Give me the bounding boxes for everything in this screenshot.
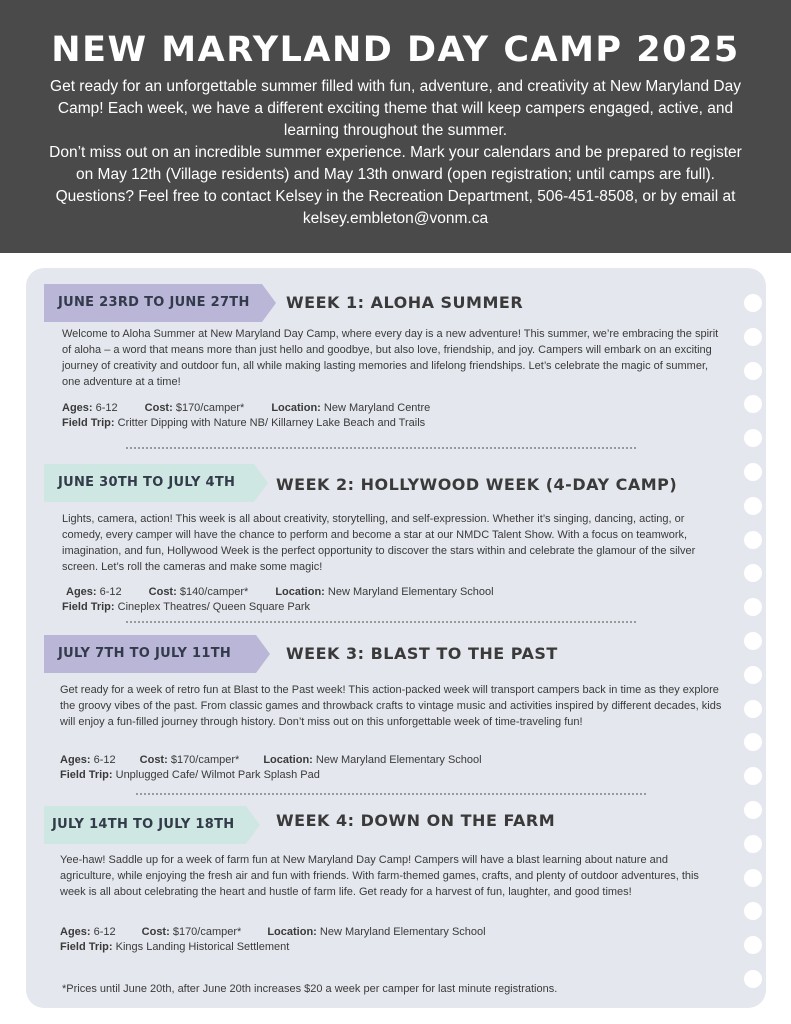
week-2-title: WEEK 2: HOLLYWOOD WEEK (4-DAY CAMP) xyxy=(276,475,678,494)
week-4-cost: $170/camper* xyxy=(172,926,242,938)
week-2-details xyxy=(66,585,494,600)
week-3-date-tag: JULY 7TH TO JULY 11TH xyxy=(44,635,256,673)
divider xyxy=(126,447,636,449)
week-3-ages: 6-12 xyxy=(93,754,116,766)
notebook-hole xyxy=(744,632,762,650)
week-4-ages: 6-12 xyxy=(93,926,116,938)
week-1-cost: $170/camper* xyxy=(175,402,245,414)
registration-paragraph: Don’t miss out on an incredible summer experience. Mark your calendars and be prepared to register on May 12th (Village residents) and May 13th onward (open registration; until camps are full). Questions? Feel free to contact Kelsey in the Recreation Department, 506-451-8508, or by email at kelsey.embleton@vonm.ca xyxy=(49,144,742,227)
ages-label: Ages: xyxy=(66,586,97,598)
cost-label: Cost: xyxy=(144,402,173,414)
notebook-hole xyxy=(744,531,762,549)
notebook-hole xyxy=(744,700,762,718)
week-4-location: New Maryland Elementary School xyxy=(319,926,486,938)
notebook-hole xyxy=(744,463,762,481)
ages-label: Ages: xyxy=(60,926,91,938)
cost-label: Cost: xyxy=(139,754,168,766)
notebook-hole xyxy=(744,328,762,346)
week-3-cost: $170/camper* xyxy=(170,754,240,766)
week-3-location: New Maryland Elementary School xyxy=(315,754,482,766)
page-title: NEW MARYLAND DAY CAMP 2025 xyxy=(51,30,740,70)
week-1-location: New Maryland Centre xyxy=(323,402,431,414)
week-1-ages: 6-12 xyxy=(95,402,118,414)
week-4-description: Yee-haw! Saddle up for a week of farm fun at New Maryland Day Camp! Campers will have a blast learning about nature and agriculture, while enjoying the fresh air and fun with friends. With farm-themed games, crafts, and plenty of outdoor adventures, this week is all about celebrating the heart and hustle of farm life. Get ready for a harvest of fun, laughter, and good times! xyxy=(60,854,699,898)
week-2-description: Lights, camera, action! This week is all about creativity, storytelling, and self-expression. Whether it’s singing, dancing, acting, or comedy, every camper will have the chance to perform and become a star at our NMDC Talent Show. With a focus on teamwork, imagination, and fun, Hollywood Week is the perfect opportunity to discover the stars within and celebrate the glamour of the silver screen. Let’s roll the cameras and make some magic! xyxy=(62,513,696,573)
week-4-date-tag: JULY 14TH TO JULY 18TH xyxy=(44,806,246,844)
divider xyxy=(126,621,636,623)
location-label: Location: xyxy=(263,754,313,766)
ages-label: Ages: xyxy=(60,754,91,766)
cost-label: Cost: xyxy=(148,586,177,598)
week-1-details xyxy=(62,401,430,416)
week-2-cost: $140/camper* xyxy=(179,586,249,598)
week-2-date-tag: JUNE 30TH TO JULY 4TH xyxy=(44,464,254,502)
week-1-date-tag: JUNE 23RD TO JUNE 27TH xyxy=(44,284,262,322)
intro-text xyxy=(40,76,751,230)
week-2-location: New Maryland Elementary School xyxy=(327,586,494,598)
ages-label: Ages: xyxy=(62,402,93,414)
cost-label: Cost: xyxy=(141,926,170,938)
notebook-hole xyxy=(744,835,762,853)
week-3-field-trip-value: Unplugged Cafe/ Wilmot Park Splash Pad xyxy=(115,769,320,781)
header-banner xyxy=(0,0,791,253)
week-1-description: Welcome to Aloha Summer at New Maryland Day Camp, where every day is a new adventure! This summer, we’re embracing the spirit of aloha – a word that means more than just hello and goodbye, but also love, friendship, and joy. Campers will embark on an exciting journey of creativity and outdoor fun, all while making lasting memories and lifelong friendships. Let’s celebrate the magic of summer, one adventure at a time! xyxy=(62,328,719,388)
field-trip-label: Field Trip: xyxy=(62,417,115,429)
week-4-title: WEEK 4: DOWN ON THE FARM xyxy=(276,811,556,830)
price-footnote: *Prices until June 20th, after June 20th increases $20 a week per camper for last minute registrations. xyxy=(62,983,558,995)
week-2-field-trip-value: Cineplex Theatres/ Queen Square Park xyxy=(117,601,311,613)
week-1-title: WEEK 1: ALOHA SUMMER xyxy=(286,293,524,312)
notebook-hole xyxy=(744,970,762,988)
week-4-field-trip xyxy=(60,940,289,955)
week-3-details xyxy=(60,753,482,768)
location-label: Location: xyxy=(271,402,321,414)
notebook-hole xyxy=(744,801,762,819)
notebook-hole xyxy=(744,666,762,684)
field-trip-label: Field Trip: xyxy=(62,601,115,613)
notebook-hole xyxy=(744,497,762,515)
field-trip-label: Field Trip: xyxy=(60,769,113,781)
week-4-details xyxy=(60,925,486,940)
intro-paragraph: Get ready for an unforgettable summer filled with fun, adventure, and creativity at New Maryland Day Camp! Each week, we have a different exciting theme that will keep campers engaged, active, and learning throughout the summer. xyxy=(50,78,741,139)
location-label: Location: xyxy=(267,926,317,938)
notebook-hole xyxy=(744,869,762,887)
week-2-ages: 6-12 xyxy=(99,586,122,598)
week-2-field-trip xyxy=(62,600,310,615)
location-label: Location: xyxy=(275,586,325,598)
notebook-hole xyxy=(744,294,762,312)
divider xyxy=(136,793,646,795)
week-1-field-trip xyxy=(62,416,425,431)
week-3-title: WEEK 3: BLAST TO THE PAST xyxy=(286,644,558,663)
notebook-hole xyxy=(744,362,762,380)
week-4-field-trip-value: Kings Landing Historical Settlement xyxy=(115,941,290,953)
week-3-field-trip xyxy=(60,768,320,783)
field-trip-label: Field Trip: xyxy=(60,941,113,953)
week-1-field-trip-value: Critter Dipping with Nature NB/ Killarney Lake Beach and Trails xyxy=(117,417,426,429)
week-3-description: Get ready for a week of retro fun at Blast to the Past week! This action-packed week will transport campers back in time as they explore the groovy vibes of the past. From classic games and throwback crafts to vintage music and activities inspired by different decades, kids will enjoy a fun-filled journey through history. Don’t miss out on this unforgettable week of time-traveling fun! xyxy=(60,684,722,728)
